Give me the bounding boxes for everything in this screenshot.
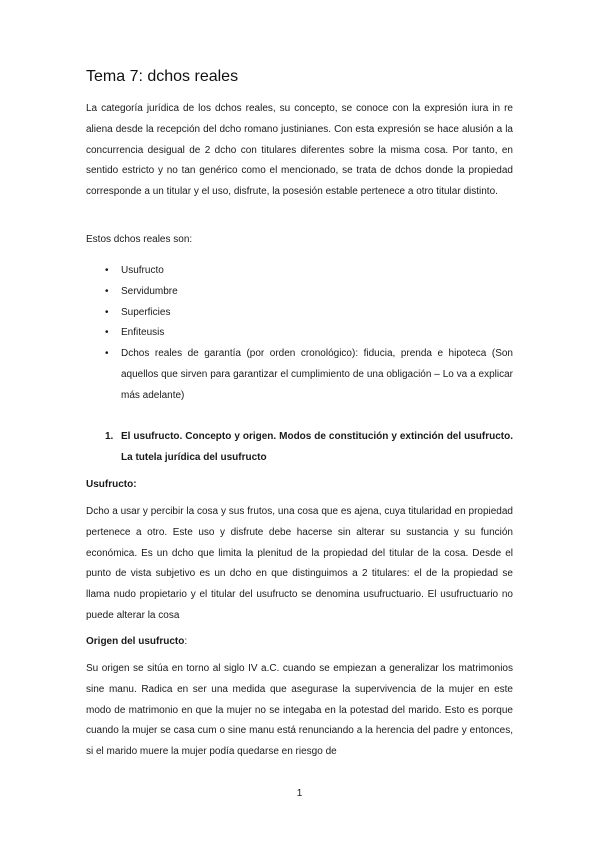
bullet-icon: • — [105, 285, 109, 297]
list-item-text: Servidumbre — [121, 285, 178, 297]
section-number: 1. — [105, 431, 114, 442]
list-intro: Estos dchos reales son: — [86, 234, 193, 245]
usufructo-subheading: Usufructo: — [86, 479, 137, 490]
section-heading-text: El usufructo. Concepto y origen. Modos de constitución y extinción del usufructo. La tutela jurídica del usufructo — [121, 431, 513, 463]
list-item — [86, 282, 513, 303]
list-item — [86, 344, 513, 406]
intro-paragraph: La categoría jurídica de los dchos reales, su concepto, se conoce con la expresión iura in re aliena desde la recepción del dcho romano justinianes. Con esta expresión se hace alusión a la concurrencia desigual de 2 dcho con titulares diferentes sobre la misma cosa. Por tanto, en sentido estricto y no tan genérico como el mencionado, se trata de dchos donde la propiedad corresponde a un titular y el uso, disfrute, la posesión estable pertenece a otro titular distinto. — [86, 103, 513, 198]
list-item — [86, 303, 513, 324]
origen-subheading — [86, 632, 187, 653]
bullet-icon: • — [105, 348, 109, 360]
bullet-icon: • — [105, 327, 109, 339]
bullet-icon: • — [105, 265, 109, 276]
usufructo-paragraph: Dcho a usar y percibir la cosa y sus frutos, una cosa que es ajena, cuya titularidad en propiedad pertenece a otro. Este uso y disfrute debe hacerse sin alterar su sustancia y su función económica. Es un dcho que limita la plenitud de la propiedad del titular de la cosa. Desde el punto de vista subjetivo es un dcho en que distinguimos a 2 titulares: el de la propiedad se llama nudo propietario y el titular del usufructo se denomina usufructuario. El usufructuario no puede alterar la cosa — [86, 506, 513, 621]
page-title: Tema 7: dchos reales — [86, 68, 239, 85]
list-item-text: Dchos reales de garantía (por orden cronológico): fiducia, prenda e hipoteca (Son aquellos que sirven para garantizar el cumplimiento de una obligación – Lo va a explicar más adelante) — [121, 348, 513, 401]
origen-label: Origen del usufructo — [86, 636, 185, 647]
page-number: 1 — [296, 788, 303, 799]
list-item-text: Superficies — [121, 306, 171, 318]
list-item — [86, 261, 513, 282]
dchos-reales-list — [86, 261, 513, 407]
list-item — [86, 323, 513, 344]
list-item-text: Usufructo — [121, 265, 164, 276]
bullet-icon: • — [105, 306, 109, 318]
origen-paragraph: Su origen se sitúa en torno al siglo IV a.C. cuando se empiezan a generalizar los matrimonios sine manu. Radica en ser una medida que asegurase la supervivencia de la mujer en este modo de matrimonio en que la mujer no se integaba en la potestad del marido. Esto es porque cuando la mujer se casa cum o sine manu está renunciando a la herencia del padre y entonces, si el marido muere la mujer podía quedarse en riesgo de — [86, 663, 513, 758]
list-item-text: Enfiteusis — [121, 327, 165, 339]
origen-colon: : — [184, 636, 188, 647]
section-heading — [86, 427, 513, 469]
